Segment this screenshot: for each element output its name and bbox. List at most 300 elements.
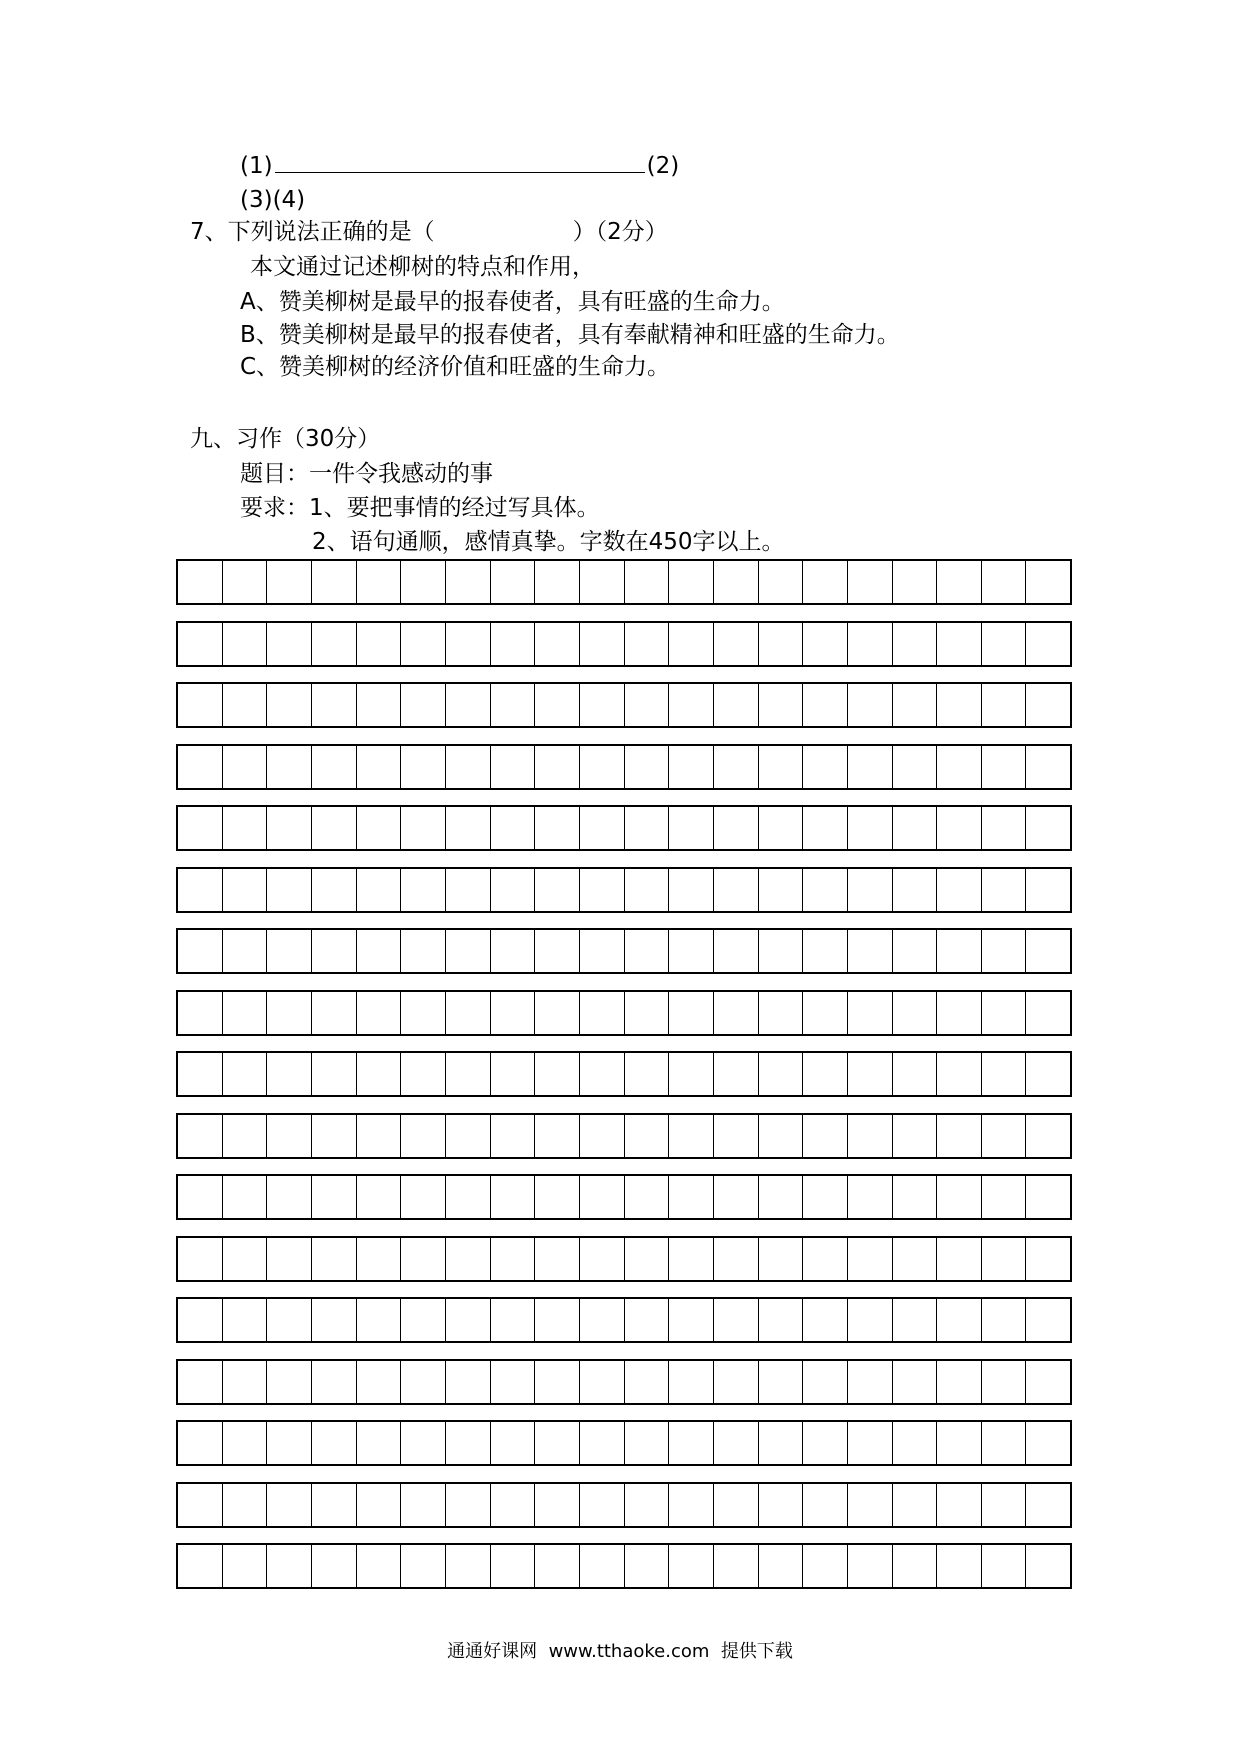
grid-cell[interactable]: [490, 1176, 535, 1218]
grid-cell[interactable]: [579, 992, 624, 1034]
grid-cell[interactable]: [1025, 684, 1070, 726]
grid-cell[interactable]: [713, 1115, 758, 1157]
grid-cell[interactable]: [579, 1545, 624, 1587]
grid-cell[interactable]: [266, 1361, 311, 1403]
grid-cell[interactable]: [892, 1545, 937, 1587]
grid-cell[interactable]: [311, 1053, 356, 1095]
grid-cell[interactable]: [668, 1422, 713, 1464]
grid-cell[interactable]: [534, 1115, 579, 1157]
grid-cell[interactable]: [534, 869, 579, 911]
grid-cell[interactable]: [713, 561, 758, 603]
grid-cell[interactable]: [579, 869, 624, 911]
grid-cell[interactable]: [758, 1361, 803, 1403]
grid-cell[interactable]: [668, 1176, 713, 1218]
grid-cell[interactable]: [1025, 1238, 1070, 1280]
grid-cell[interactable]: [445, 623, 490, 665]
grid-cell[interactable]: [445, 930, 490, 972]
grid-cell[interactable]: [802, 869, 847, 911]
grid-cell[interactable]: [311, 1545, 356, 1587]
grid-cell[interactable]: [579, 1484, 624, 1526]
grid-cell[interactable]: [892, 1115, 937, 1157]
grid-cell[interactable]: [178, 1053, 222, 1095]
grid-cell[interactable]: [624, 1361, 669, 1403]
grid-cell[interactable]: [668, 1115, 713, 1157]
grid-cell[interactable]: [1025, 561, 1070, 603]
grid-cell[interactable]: [266, 1545, 311, 1587]
grid-cell[interactable]: [445, 1115, 490, 1157]
grid-cell[interactable]: [445, 684, 490, 726]
grid-cell[interactable]: [490, 807, 535, 849]
grid-cell[interactable]: [356, 561, 401, 603]
grid-cell[interactable]: [579, 930, 624, 972]
grid-cell[interactable]: [266, 869, 311, 911]
grid-cell[interactable]: [892, 1299, 937, 1341]
grid-cell[interactable]: [311, 1299, 356, 1341]
grid-cell[interactable]: [802, 1176, 847, 1218]
grid-cell[interactable]: [266, 992, 311, 1034]
grid-cell[interactable]: [668, 992, 713, 1034]
grid-cell[interactable]: [802, 623, 847, 665]
grid-cell[interactable]: [802, 684, 847, 726]
grid-cell[interactable]: [936, 807, 981, 849]
grid-cell[interactable]: [802, 746, 847, 788]
grid-cell[interactable]: [445, 1484, 490, 1526]
grid-cell[interactable]: [847, 1176, 892, 1218]
answer-blank-1[interactable]: [275, 152, 645, 173]
grid-cell[interactable]: [892, 930, 937, 972]
grid-cell[interactable]: [981, 807, 1026, 849]
grid-cell[interactable]: [936, 1361, 981, 1403]
grid-cell[interactable]: [802, 1361, 847, 1403]
grid-cell[interactable]: [222, 807, 267, 849]
grid-cell[interactable]: [311, 1361, 356, 1403]
grid-cell[interactable]: [668, 623, 713, 665]
grid-cell[interactable]: [400, 1053, 445, 1095]
grid-cell[interactable]: [490, 992, 535, 1034]
grid-cell[interactable]: [981, 869, 1026, 911]
grid-cell[interactable]: [1025, 746, 1070, 788]
grid-cell[interactable]: [892, 746, 937, 788]
grid-cell[interactable]: [624, 623, 669, 665]
grid-cell[interactable]: [222, 869, 267, 911]
grid-cell[interactable]: [802, 1422, 847, 1464]
grid-cell[interactable]: [624, 1238, 669, 1280]
grid-cell[interactable]: [311, 561, 356, 603]
grid-cell[interactable]: [490, 1053, 535, 1095]
grid-cell[interactable]: [178, 930, 222, 972]
grid-cell[interactable]: [266, 623, 311, 665]
grid-cell[interactable]: [579, 1299, 624, 1341]
grid-cell[interactable]: [981, 746, 1026, 788]
grid-cell[interactable]: [758, 807, 803, 849]
grid-cell[interactable]: [802, 807, 847, 849]
grid-cell[interactable]: [713, 684, 758, 726]
grid-cell[interactable]: [892, 1422, 937, 1464]
grid-cell[interactable]: [579, 807, 624, 849]
grid-cell[interactable]: [1025, 1115, 1070, 1157]
grid-cell[interactable]: [758, 561, 803, 603]
grid-cell[interactable]: [847, 807, 892, 849]
grid-cell[interactable]: [758, 1115, 803, 1157]
grid-cell[interactable]: [758, 1422, 803, 1464]
grid-cell[interactable]: [758, 1053, 803, 1095]
grid-cell[interactable]: [178, 1361, 222, 1403]
grid-cell[interactable]: [400, 684, 445, 726]
grid-cell[interactable]: [713, 1422, 758, 1464]
grid-cell[interactable]: [534, 1238, 579, 1280]
grid-cell[interactable]: [222, 1545, 267, 1587]
grid-cell[interactable]: [266, 561, 311, 603]
grid-cell[interactable]: [713, 623, 758, 665]
grid-cell[interactable]: [668, 746, 713, 788]
grid-cell[interactable]: [936, 1545, 981, 1587]
grid-cell[interactable]: [490, 869, 535, 911]
grid-cell[interactable]: [222, 930, 267, 972]
grid-cell[interactable]: [178, 1238, 222, 1280]
grid-cell[interactable]: [222, 1115, 267, 1157]
grid-cell[interactable]: [490, 1484, 535, 1526]
grid-cell[interactable]: [1025, 1484, 1070, 1526]
grid-cell[interactable]: [936, 746, 981, 788]
grid-cell[interactable]: [356, 1361, 401, 1403]
grid-cell[interactable]: [266, 1422, 311, 1464]
grid-cell[interactable]: [981, 1484, 1026, 1526]
grid-cell[interactable]: [579, 1361, 624, 1403]
grid-cell[interactable]: [713, 1545, 758, 1587]
grid-cell[interactable]: [178, 623, 222, 665]
grid-cell[interactable]: [624, 1545, 669, 1587]
grid-cell[interactable]: [936, 684, 981, 726]
grid-cell[interactable]: [668, 807, 713, 849]
grid-cell[interactable]: [534, 1176, 579, 1218]
grid-cell[interactable]: [400, 1115, 445, 1157]
grid-cell[interactable]: [534, 1053, 579, 1095]
grid-cell[interactable]: [356, 746, 401, 788]
grid-cell[interactable]: [624, 1176, 669, 1218]
grid-cell[interactable]: [847, 684, 892, 726]
grid-cell[interactable]: [892, 1484, 937, 1526]
grid-cell[interactable]: [222, 561, 267, 603]
grid-cell[interactable]: [222, 684, 267, 726]
grid-cell[interactable]: [624, 684, 669, 726]
grid-cell[interactable]: [802, 1115, 847, 1157]
grid-cell[interactable]: [936, 869, 981, 911]
grid-cell[interactable]: [311, 746, 356, 788]
grid-cell[interactable]: [534, 623, 579, 665]
grid-cell[interactable]: [222, 746, 267, 788]
grid-cell[interactable]: [178, 869, 222, 911]
grid-cell[interactable]: [400, 869, 445, 911]
grid-cell[interactable]: [222, 1176, 267, 1218]
grid-cell[interactable]: [178, 1545, 222, 1587]
grid-cell[interactable]: [579, 746, 624, 788]
grid-cell[interactable]: [713, 1361, 758, 1403]
grid-cell[interactable]: [981, 1299, 1026, 1341]
grid-cell[interactable]: [490, 561, 535, 603]
grid-cell[interactable]: [579, 1053, 624, 1095]
grid-cell[interactable]: [222, 1361, 267, 1403]
grid-cell[interactable]: [490, 1361, 535, 1403]
grid-cell[interactable]: [178, 1484, 222, 1526]
grid-cell[interactable]: [847, 1115, 892, 1157]
grid-cell[interactable]: [356, 869, 401, 911]
grid-cell[interactable]: [266, 930, 311, 972]
grid-cell[interactable]: [892, 1361, 937, 1403]
grid-cell[interactable]: [311, 684, 356, 726]
grid-cell[interactable]: [624, 1484, 669, 1526]
grid-cell[interactable]: [266, 1115, 311, 1157]
grid-cell[interactable]: [668, 930, 713, 972]
grid-cell[interactable]: [981, 561, 1026, 603]
grid-cell[interactable]: [713, 746, 758, 788]
grid-cell[interactable]: [356, 623, 401, 665]
grid-cell[interactable]: [311, 1238, 356, 1280]
grid-cell[interactable]: [311, 1484, 356, 1526]
grid-cell[interactable]: [892, 992, 937, 1034]
grid-cell[interactable]: [266, 1299, 311, 1341]
grid-cell[interactable]: [936, 1238, 981, 1280]
grid-cell[interactable]: [400, 1545, 445, 1587]
grid-cell[interactable]: [445, 807, 490, 849]
grid-cell[interactable]: [981, 992, 1026, 1034]
grid-cell[interactable]: [445, 1053, 490, 1095]
grid-cell[interactable]: [1025, 992, 1070, 1034]
grid-cell[interactable]: [178, 746, 222, 788]
grid-cell[interactable]: [936, 1176, 981, 1218]
grid-cell[interactable]: [490, 1115, 535, 1157]
grid-cell[interactable]: [356, 1299, 401, 1341]
grid-cell[interactable]: [222, 623, 267, 665]
grid-cell[interactable]: [356, 1176, 401, 1218]
grid-cell[interactable]: [222, 1238, 267, 1280]
grid-cell[interactable]: [445, 1238, 490, 1280]
grid-cell[interactable]: [892, 561, 937, 603]
grid-cell[interactable]: [758, 1238, 803, 1280]
grid-cell[interactable]: [356, 1115, 401, 1157]
grid-cell[interactable]: [1025, 807, 1070, 849]
grid-cell[interactable]: [400, 807, 445, 849]
grid-cell[interactable]: [847, 623, 892, 665]
grid-cell[interactable]: [892, 1053, 937, 1095]
grid-cell[interactable]: [847, 1299, 892, 1341]
grid-cell[interactable]: [534, 992, 579, 1034]
grid-cell[interactable]: [356, 1238, 401, 1280]
grid-cell[interactable]: [178, 1422, 222, 1464]
grid-cell[interactable]: [668, 1484, 713, 1526]
grid-cell[interactable]: [802, 930, 847, 972]
grid-cell[interactable]: [311, 992, 356, 1034]
grid-cell[interactable]: [847, 930, 892, 972]
grid-cell[interactable]: [579, 561, 624, 603]
grid-cell[interactable]: [445, 561, 490, 603]
grid-cell[interactable]: [802, 561, 847, 603]
grid-cell[interactable]: [534, 684, 579, 726]
grid-cell[interactable]: [802, 1238, 847, 1280]
grid-cell[interactable]: [579, 1422, 624, 1464]
grid-cell[interactable]: [178, 684, 222, 726]
grid-cell[interactable]: [802, 1484, 847, 1526]
grid-cell[interactable]: [981, 1053, 1026, 1095]
grid-cell[interactable]: [490, 1422, 535, 1464]
grid-cell[interactable]: [624, 746, 669, 788]
grid-cell[interactable]: [936, 561, 981, 603]
grid-cell[interactable]: [936, 992, 981, 1034]
grid-cell[interactable]: [445, 869, 490, 911]
grid-cell[interactable]: [266, 1176, 311, 1218]
grid-cell[interactable]: [936, 1115, 981, 1157]
grid-cell[interactable]: [981, 623, 1026, 665]
grid-cell[interactable]: [624, 1115, 669, 1157]
grid-cell[interactable]: [534, 1422, 579, 1464]
grid-cell[interactable]: [981, 1361, 1026, 1403]
grid-cell[interactable]: [981, 1422, 1026, 1464]
grid-cell[interactable]: [758, 1176, 803, 1218]
grid-cell[interactable]: [1025, 623, 1070, 665]
grid-cell[interactable]: [311, 1115, 356, 1157]
grid-cell[interactable]: [356, 1422, 401, 1464]
grid-cell[interactable]: [222, 1484, 267, 1526]
grid-cell[interactable]: [758, 684, 803, 726]
grid-cell[interactable]: [802, 1053, 847, 1095]
grid-cell[interactable]: [356, 1545, 401, 1587]
grid-cell[interactable]: [400, 992, 445, 1034]
grid-cell[interactable]: [847, 1238, 892, 1280]
grid-cell[interactable]: [579, 623, 624, 665]
grid-cell[interactable]: [758, 869, 803, 911]
grid-cell[interactable]: [624, 561, 669, 603]
grid-cell[interactable]: [624, 930, 669, 972]
grid-cell[interactable]: [445, 1299, 490, 1341]
grid-cell[interactable]: [713, 1176, 758, 1218]
grid-cell[interactable]: [981, 1238, 1026, 1280]
grid-cell[interactable]: [758, 1299, 803, 1341]
grid-cell[interactable]: [400, 1484, 445, 1526]
grid-cell[interactable]: [311, 623, 356, 665]
grid-cell[interactable]: [713, 1053, 758, 1095]
grid-cell[interactable]: [266, 807, 311, 849]
grid-cell[interactable]: [445, 992, 490, 1034]
grid-cell[interactable]: [400, 623, 445, 665]
grid-cell[interactable]: [847, 869, 892, 911]
grid-cell[interactable]: [981, 1115, 1026, 1157]
grid-cell[interactable]: [1025, 1053, 1070, 1095]
grid-cell[interactable]: [356, 684, 401, 726]
grid-cell[interactable]: [400, 746, 445, 788]
grid-cell[interactable]: [400, 1361, 445, 1403]
grid-cell[interactable]: [981, 1176, 1026, 1218]
grid-cell[interactable]: [624, 1053, 669, 1095]
grid-cell[interactable]: [400, 561, 445, 603]
grid-cell[interactable]: [534, 1545, 579, 1587]
grid-cell[interactable]: [445, 1176, 490, 1218]
grid-cell[interactable]: [266, 1484, 311, 1526]
grid-cell[interactable]: [668, 1361, 713, 1403]
grid-cell[interactable]: [400, 1299, 445, 1341]
grid-cell[interactable]: [713, 930, 758, 972]
grid-cell[interactable]: [936, 623, 981, 665]
grid-cell[interactable]: [758, 992, 803, 1034]
grid-cell[interactable]: [624, 1422, 669, 1464]
grid-cell[interactable]: [178, 1299, 222, 1341]
grid-cell[interactable]: [847, 1053, 892, 1095]
grid-cell[interactable]: [713, 807, 758, 849]
grid-cell[interactable]: [400, 1422, 445, 1464]
grid-cell[interactable]: [802, 1299, 847, 1341]
grid-cell[interactable]: [668, 1238, 713, 1280]
grid-cell[interactable]: [222, 1299, 267, 1341]
grid-cell[interactable]: [490, 930, 535, 972]
grid-cell[interactable]: [758, 623, 803, 665]
grid-cell[interactable]: [1025, 1176, 1070, 1218]
grid-cell[interactable]: [579, 1115, 624, 1157]
grid-cell[interactable]: [356, 1484, 401, 1526]
grid-cell[interactable]: [981, 1545, 1026, 1587]
grid-cell[interactable]: [624, 807, 669, 849]
grid-cell[interactable]: [892, 869, 937, 911]
grid-cell[interactable]: [178, 992, 222, 1034]
grid-cell[interactable]: [534, 1299, 579, 1341]
grid-cell[interactable]: [266, 1053, 311, 1095]
grid-cell[interactable]: [490, 746, 535, 788]
grid-cell[interactable]: [534, 807, 579, 849]
grid-cell[interactable]: [624, 1299, 669, 1341]
grid-cell[interactable]: [936, 1299, 981, 1341]
grid-cell[interactable]: [802, 992, 847, 1034]
grid-cell[interactable]: [713, 992, 758, 1034]
grid-cell[interactable]: [490, 684, 535, 726]
grid-cell[interactable]: [222, 1053, 267, 1095]
grid-cell[interactable]: [668, 1299, 713, 1341]
grid-cell[interactable]: [892, 1238, 937, 1280]
grid-cell[interactable]: [936, 930, 981, 972]
grid-cell[interactable]: [445, 1545, 490, 1587]
grid-cell[interactable]: [222, 1422, 267, 1464]
grid-cell[interactable]: [178, 561, 222, 603]
grid-cell[interactable]: [668, 869, 713, 911]
grid-cell[interactable]: [713, 869, 758, 911]
grid-cell[interactable]: [445, 1422, 490, 1464]
grid-cell[interactable]: [490, 623, 535, 665]
grid-cell[interactable]: [847, 1361, 892, 1403]
grid-cell[interactable]: [266, 746, 311, 788]
grid-cell[interactable]: [847, 1484, 892, 1526]
grid-cell[interactable]: [936, 1484, 981, 1526]
grid-cell[interactable]: [981, 930, 1026, 972]
grid-cell[interactable]: [178, 1176, 222, 1218]
grid-cell[interactable]: [490, 1299, 535, 1341]
grid-cell[interactable]: [624, 992, 669, 1034]
grid-cell[interactable]: [178, 807, 222, 849]
grid-cell[interactable]: [758, 746, 803, 788]
grid-cell[interactable]: [668, 561, 713, 603]
grid-cell[interactable]: [534, 1484, 579, 1526]
grid-cell[interactable]: [222, 992, 267, 1034]
grid-cell[interactable]: [266, 1238, 311, 1280]
grid-cell[interactable]: [847, 992, 892, 1034]
grid-cell[interactable]: [713, 1299, 758, 1341]
grid-cell[interactable]: [802, 1545, 847, 1587]
grid-cell[interactable]: [936, 1053, 981, 1095]
grid-cell[interactable]: [1025, 1299, 1070, 1341]
grid-cell[interactable]: [668, 684, 713, 726]
grid-cell[interactable]: [981, 684, 1026, 726]
grid-cell[interactable]: [579, 684, 624, 726]
grid-cell[interactable]: [579, 1238, 624, 1280]
grid-cell[interactable]: [490, 1238, 535, 1280]
grid-cell[interactable]: [356, 992, 401, 1034]
grid-cell[interactable]: [400, 930, 445, 972]
grid-cell[interactable]: [178, 1115, 222, 1157]
